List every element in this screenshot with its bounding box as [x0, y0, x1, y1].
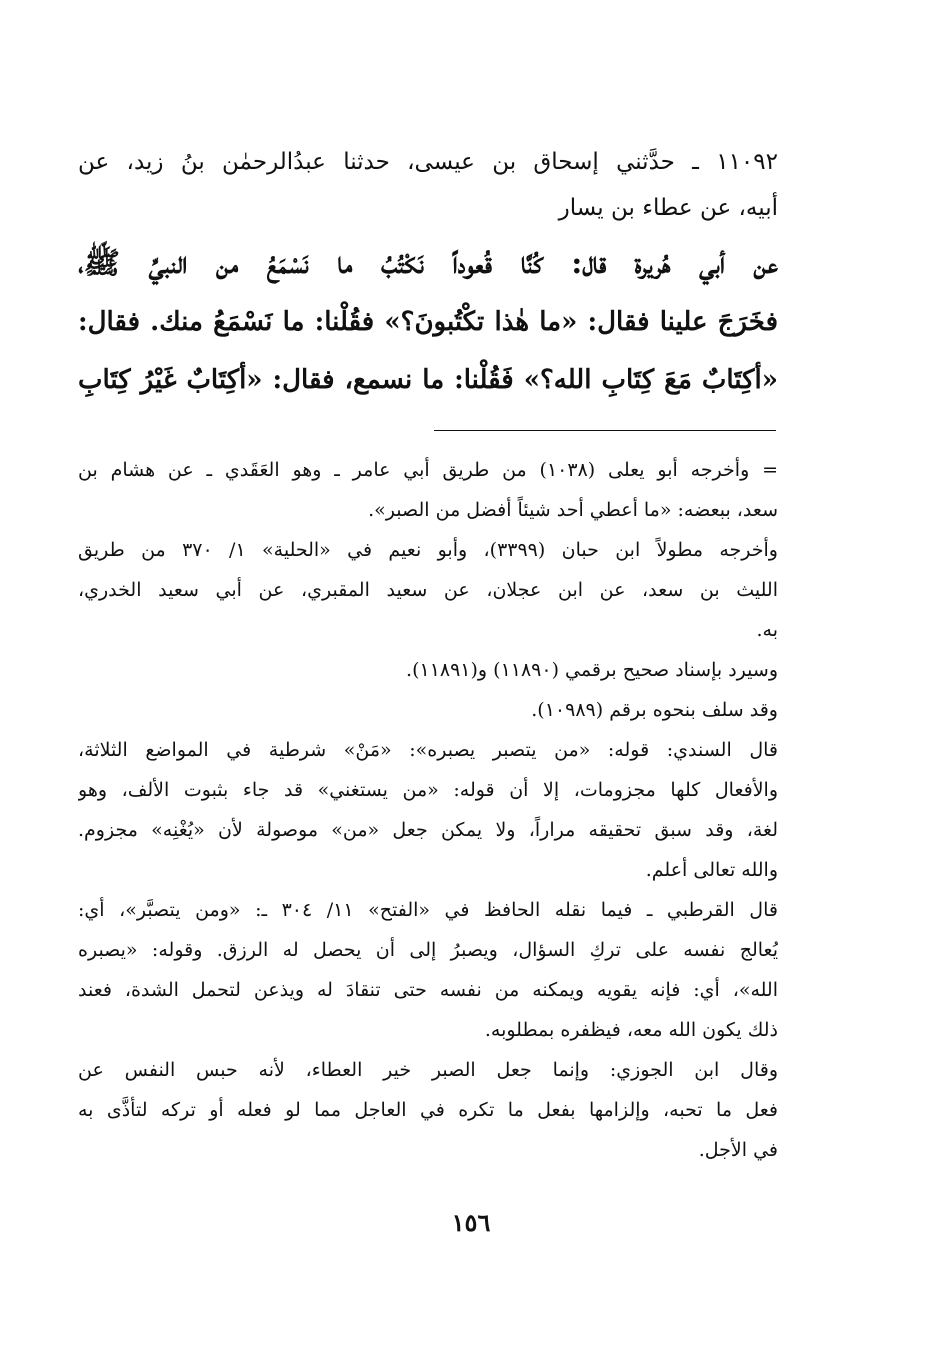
footnote-line: والله تعالى أعلم.	[645, 859, 778, 881]
footnote-paragraph	[78, 890, 778, 1050]
footnote-line: فعل ما تحبه، وإلزامها بفعل ما تكره في العاجل مما لو فعله أو تركه لتأذَّى به	[78, 1099, 778, 1121]
footnote-paragraph	[78, 690, 778, 730]
matn-line: عن أبي هُريرة قال: كُنَّا قُعوداً نَكْتُبُ ما نَسْمَعُ من النبيِّ ﷺ،	[78, 246, 778, 281]
matn-line: فخَرَجَ علينا فقال: «ما هٰذا تكْتُبونَ؟» فقُلْنا: ما نَسْمَعُ منك. فقال:	[78, 307, 778, 337]
isnad-line: أبيه، عن عطاء بن يسار	[558, 195, 778, 221]
hadith-isnad	[78, 139, 778, 231]
footnote-line: وأخرجه مطولاً ابن حبان (٣٣٩٩)، وأبو نعيم في «الحلية» ١/ ٣٧٠ من طريق	[78, 539, 778, 561]
footnote-paragraph	[78, 1050, 778, 1170]
footnote-line: به.	[756, 619, 778, 641]
footnote-line: سعد، ببعضه: «ما أعطي أحد شيئاً أفضل من الصبر».	[368, 499, 778, 521]
footnote-line: قال القرطبي ـ فيما نقله الحافظ في «الفتح» ١١/ ٣٠٤ ـ: «ومن يتصبَّر»، أي:	[78, 899, 778, 921]
footnote-line: قال السندي: قوله: «من يتصبر يصبره»: «مَنْ» شرطية في المواضع الثلاثة،	[78, 739, 778, 761]
footnote-paragraph	[78, 730, 778, 890]
footnote-line: لغة، وقد سبق تحقيقه مراراً، ولا يمكن جعل «من» موصولة لأن «يُغْنِه» مجزوم.	[78, 819, 778, 841]
footnote-line: وقد سلف بنحوه برقم (١٠٩٨٩).	[531, 699, 778, 721]
footnote-line: في الأجل.	[698, 1139, 778, 1161]
hadith-matn	[78, 235, 778, 409]
isnad-line: ١١٠٩٢ ـ حدَّثني إسحاق بن عيسى، حدثنا عبدُالرحمٰن بنُ زيد، عن	[78, 149, 778, 175]
footnote-paragraph	[78, 450, 778, 530]
footnote-line: يُعالج نفسه على تركِ السؤال، ويصبرُ إلى أن يحصل له الرزق. وقوله: «يصبره	[78, 939, 778, 961]
footnote-line: والأفعال كلها مجزومات، إلا أن قوله: «من يستغني» قد جاء بثبوت الألف، وهو	[78, 779, 778, 801]
footnote-line: وسيرد بإسناد صحيح برقمي (١١٨٩٠) و(١١٨٩١).	[406, 659, 778, 681]
footnotes	[78, 450, 778, 1170]
footnote-separator	[434, 430, 776, 431]
footnote-line: الله»، أي: فإنه يقويه ويمكنه من نفسه حتى تنقادَ له ويذعن لتحمل الشدة، فعند	[78, 979, 778, 1001]
footnote-line: وقال ابن الجوزي: وإنما جعل الصبر خير العطاء، لأنه حبس النفس عن	[78, 1059, 778, 1081]
footnote-paragraph	[78, 650, 778, 690]
footnote-line: الليث بن سعد، عن ابن عجلان، عن سعيد المقبري، عن أبي سعيد الخدري،	[78, 579, 778, 601]
footnote-line: ذلك يكون الله معه، فيظفره بمطلوبه.	[484, 1019, 778, 1041]
matn-line: «أكِتَابٌ مَعَ كِتَابِ الله؟» فَقُلْنا: ما نسمع، فقال: «أكِتَابٌ غَيْرُ كِتَابِ	[78, 365, 778, 395]
footnote-line: = وأخرجه أبو يعلى (١٠٣٨) من طريق أبي عامر ـ وهو العَقَدي ـ عن هشام بن	[78, 459, 778, 481]
page-number: ١٥٦	[451, 1208, 491, 1237]
footnote-paragraph	[78, 530, 778, 650]
